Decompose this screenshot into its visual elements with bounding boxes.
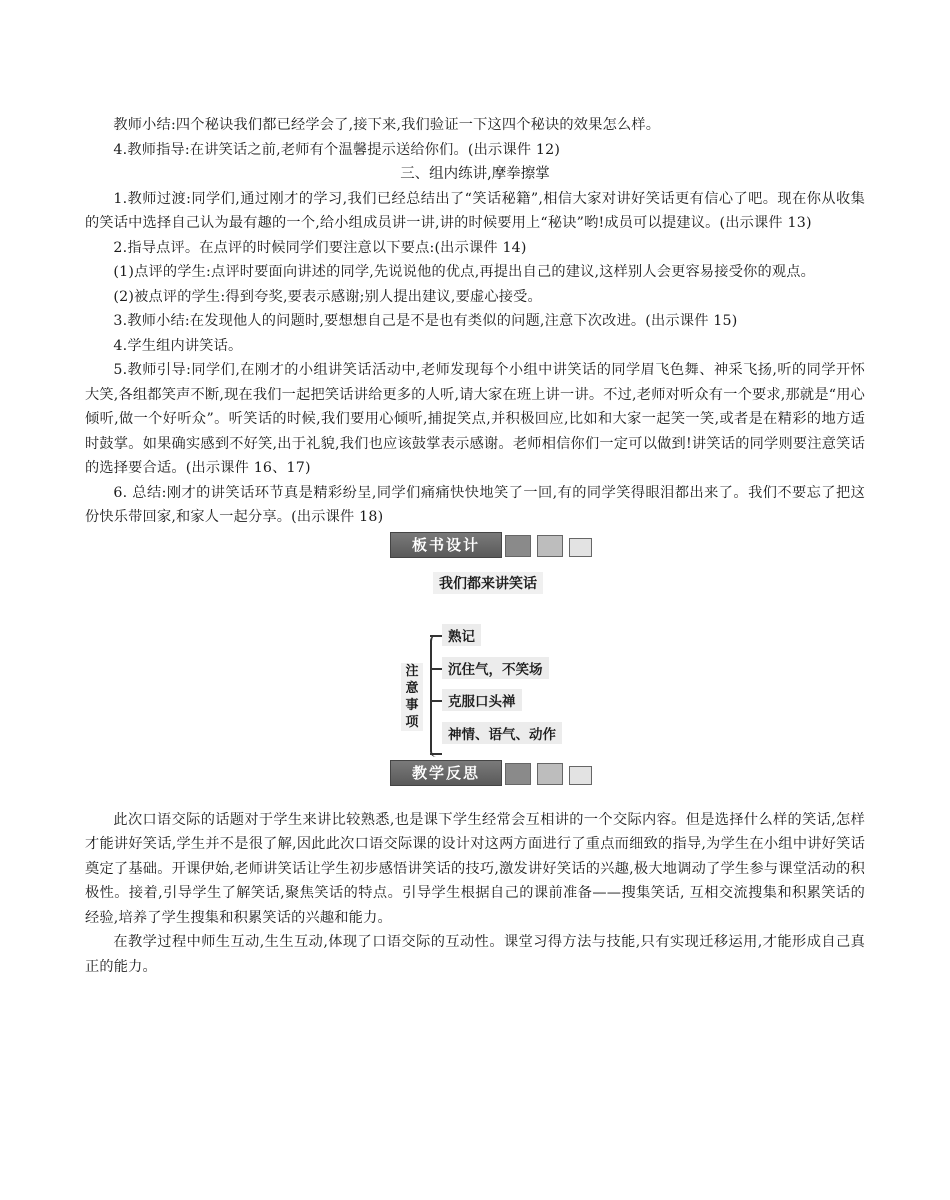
reflection-label: 教学反思	[390, 760, 502, 786]
board-item-memorize: 熟记	[442, 624, 481, 646]
paragraph-reflection-1: 此次口语交际的话题对于学生来讲比较熟悉,也是课下学生经常会互相讲的一个交际内容。但是选择什么样的笑话,怎样才能讲好笑话,学生并不是很了解,因此此次口语交际课的设计对这两方面进行了重点而细致的指导,为学生在小组中讲好笑话奠定了基础。开课伊始,老师讲笑话让学生初步感悟讲笑话的技巧,激发讲好笑话的兴趣,极大地调动了学生参与课堂活动的积极性。接着,引导学生了解笑话,聚焦笑话的特点。引导学生根据自己的课前准备——搜集笑话, 互相交流搜集和积累笑话的经验,培养了学生搜集和积累笑话的兴趣和能力。	[85, 811, 865, 926]
banner-square	[569, 538, 592, 557]
paragraph-teacher-conclusion: 3.教师小结:在发现他人的问题时,要想想自己是不是也有类似的问题,注意下次改进。(出示课件 15)	[113, 313, 738, 329]
section-heading: 三、组内练讲,摩拳擦掌	[400, 166, 550, 182]
brace-tick	[430, 668, 442, 670]
paragraph-teacher-lead: 5.教师引导:同学们,在刚才的小组讲笑话活动中,老师发现每个小组中讲笑话的同学眉飞色舞、神采飞扬,听的同学开怀大笑,各组都笑声不断,现在我们一起把笑话讲给更多的人听,请大家在班上讲一讲。不过,老师对听众有一个要求,那就是“用心倾听,做一个好听众”。听笑话的时候,我们要用心倾听,捕捉笑点,并积极回应,比如和大家一起笑一笑,或者是在精彩的地方适时鼓掌。如果确实感到不好笑,出于礼貌,我们也应该鼓掌表示感谢。老师相信你们一定可以做到!讲笑话的同学则要注意笑话的选择要合适。(出示课件 16、17)	[85, 362, 865, 476]
paragraph-guide-comment: 2.指导点评。在点评的时候同学们要注意以下要点:(出示课件 14)	[113, 239, 527, 256]
paragraph-commented-student: (2)被点评的学生:得到夸奖,要表示感谢;别人提出建议,要虚心接受。	[113, 288, 542, 305]
brace-tick	[430, 753, 442, 755]
banner-square	[505, 763, 531, 785]
paragraph-commenting-student: (1)点评的学生:点评时要面向讲述的同学,先说说他的优点,再提出自己的建议,这样别人会更容易接受你的观点。	[113, 264, 816, 280]
board-item-composure: 沉住气，不笑场	[442, 657, 549, 679]
reflection-banner	[85, 760, 865, 786]
board-title: 我们都来讲笑话	[433, 572, 543, 594]
banner-square	[569, 766, 592, 785]
banner-square	[537, 763, 563, 785]
paragraph-teacher-summary: 教师小结:四个秘诀我们都已经学会了,接下来,我们验证一下这四个秘诀的效果怎么样。	[113, 117, 661, 133]
paragraph-group-jokes: 4.学生组内讲笑话。	[113, 337, 243, 354]
board-item-expression: 神情、语气、动作	[442, 722, 562, 744]
note-label: 注意事项	[401, 663, 423, 731]
paragraph-summary: 6. 总结:刚才的讲笑话环节真是精彩纷呈,同学们痛痛快快地笑了一回,有的同学笑得眼泪都出来了。我们不要忘了把这份快乐带回家,和家人一起分享。(出示课件 18)	[85, 484, 865, 525]
board-design-label: 板书设计	[390, 532, 502, 558]
paragraph-teacher-guidance: 4.教师指导:在讲笑话之前,老师有个温馨提示送给你们。(出示课件 12)	[113, 141, 561, 158]
paragraph-transition: 1.教师过渡:同学们,通过刚才的学习,我们已经总结出了“笑话秘籍”,相信大家对讲好笑话更有信心了吧。现在你从收集的笑话中选择自己认为最有趣的一个,给小组成员讲一讲,讲的时候要用上“秘诀”哟!成员可以提建议。(出示课件 13)	[85, 190, 865, 231]
brace-tick	[430, 700, 442, 702]
document-page	[85, 113, 865, 979]
spacer	[85, 786, 865, 808]
board-item-catchphrase: 克服口头禅	[442, 689, 522, 711]
board-design-banner	[85, 532, 865, 558]
board-design-diagram	[85, 558, 865, 758]
brace-tick	[430, 635, 442, 637]
paragraph-reflection-2: 在教学过程中师生互动,生生互动,体现了口语交际的互动性。课堂习得方法与技能,只有实现迁移运用,才能形成自己真正的能力。	[85, 934, 865, 975]
banner-square	[505, 535, 531, 557]
banner-square	[537, 535, 563, 557]
